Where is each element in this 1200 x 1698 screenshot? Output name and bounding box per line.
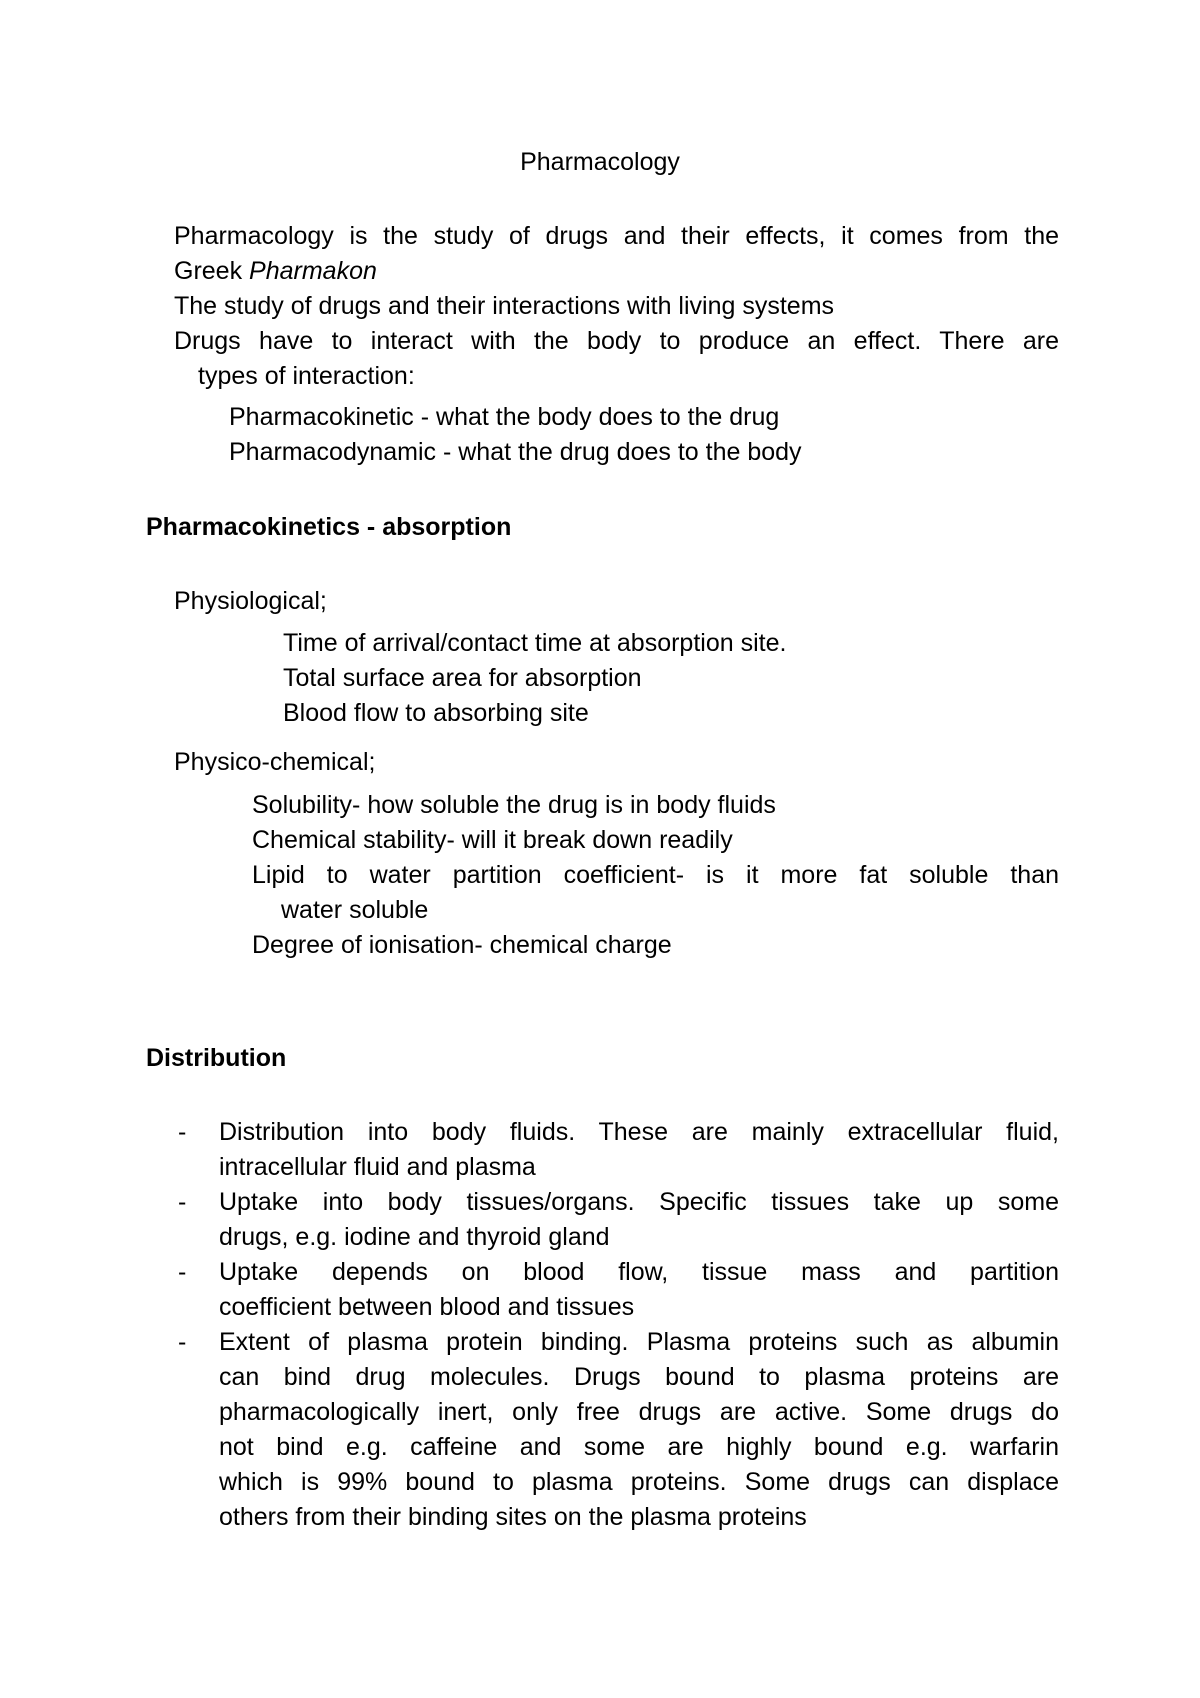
distribution-bullet-line: Uptake depends on blood flow, tissue mass and partition: [219, 1258, 1059, 1286]
document-title: Pharmacology: [520, 148, 680, 176]
interaction-type-pharmacokinetic: Pharmacokinetic - what the body does to the drug: [229, 403, 780, 431]
intro-line-3: The study of drugs and their interactions with living systems: [174, 292, 835, 320]
intro-line-1: Pharmacology is the study of drugs and their effects, it comes from the: [174, 222, 1059, 250]
distribution-bullet-line: drugs, e.g. iodine and thyroid gland: [219, 1223, 610, 1251]
distribution-bullet-line: intracellular fluid and plasma: [219, 1153, 536, 1181]
physiological-item: Time of arrival/contact time at absorption site.: [283, 629, 787, 657]
section-heading-distribution: Distribution: [146, 1044, 287, 1072]
physiological-item: Blood flow to absorbing site: [283, 699, 589, 727]
interaction-type-pharmacodynamic: Pharmacodynamic - what the drug does to the body: [229, 438, 802, 466]
physicochemical-label: Physico-chemical;: [174, 748, 376, 776]
distribution-bullet-line: Distribution into body fluids. These are mainly extracellular fluid,: [219, 1118, 1059, 1146]
physiological-item: Total surface area for absorption: [283, 664, 642, 692]
physicochemical-item: Chemical stability- will it break down readily: [252, 826, 733, 854]
distribution-bullet-line: can bind drug molecules. Drugs bound to plasma proteins are: [219, 1363, 1059, 1391]
intro-line-4: Drugs have to interact with the body to produce an effect. There are: [174, 327, 1059, 355]
dash-bullet: -: [178, 1188, 187, 1216]
dash-bullet: -: [178, 1118, 187, 1146]
section-heading-absorption: Pharmacokinetics - absorption: [146, 513, 512, 541]
intro-line-5: types of interaction:: [198, 362, 415, 390]
distribution-bullet-line: others from their binding sites on the plasma proteins: [219, 1503, 807, 1531]
physicochemical-item: Lipid to water partition coefficient- is it more fat soluble than: [252, 861, 1059, 889]
distribution-bullet-line: which is 99% bound to plasma proteins. Some drugs can displace: [219, 1468, 1059, 1496]
intro-greek-term: Pharmakon: [249, 257, 377, 285]
distribution-bullet-line: Uptake into body tissues/organs. Specific tissues take up some: [219, 1188, 1059, 1216]
intro-line-2: [174, 254, 377, 289]
dash-bullet: -: [178, 1328, 187, 1356]
dash-bullet: -: [178, 1258, 187, 1286]
distribution-bullet-line: coefficient between blood and tissues: [219, 1293, 635, 1321]
physiological-label: Physiological;: [174, 587, 327, 615]
intro-line-2-text: Greek: [174, 257, 250, 285]
physicochemical-item-continued: water soluble: [281, 896, 429, 924]
distribution-bullet-line: pharmacologically inert, only free drugs are active. Some drugs do: [219, 1398, 1059, 1426]
physicochemical-item: Solubility- how soluble the drug is in body fluids: [252, 791, 776, 819]
distribution-bullet-line: not bind e.g. caffeine and some are highly bound e.g. warfarin: [219, 1433, 1059, 1461]
distribution-bullet-line: Extent of plasma protein binding. Plasma proteins such as albumin: [219, 1328, 1059, 1356]
physicochemical-item: Degree of ionisation- chemical charge: [252, 931, 672, 959]
